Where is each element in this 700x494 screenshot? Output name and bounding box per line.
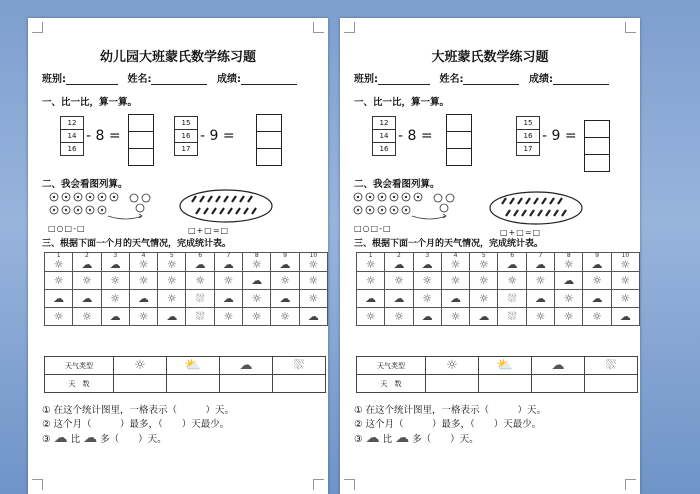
sun-icon: ☼ bbox=[478, 258, 489, 271]
calendar-day-cell bbox=[611, 253, 639, 272]
calendar-day-cell bbox=[186, 308, 214, 326]
calendar-day-cell bbox=[101, 308, 129, 326]
question-3 bbox=[42, 430, 167, 446]
days-cell[interactable] bbox=[114, 375, 167, 393]
calendar-day-cell bbox=[555, 290, 583, 308]
margin-mark bbox=[313, 22, 324, 33]
days-cell[interactable] bbox=[167, 375, 220, 393]
sun-icon: ☼ bbox=[223, 273, 234, 287]
stack-number: 12 bbox=[373, 117, 395, 130]
stat-days-row bbox=[357, 375, 638, 393]
calendar-day-cell bbox=[526, 272, 554, 290]
calendar-day-cell bbox=[186, 253, 214, 272]
worksheet-page-2 bbox=[340, 18, 640, 494]
stack-number: 15 bbox=[175, 117, 197, 130]
calendar-day-cell bbox=[413, 272, 441, 290]
rain-icon: ⛆ bbox=[273, 357, 326, 375]
sun-icon: ☼ bbox=[308, 291, 319, 305]
calendar-day-cell bbox=[186, 272, 214, 290]
calendar-day-cell bbox=[73, 272, 101, 290]
calendar-day-cell bbox=[413, 290, 441, 308]
calendar-day-cell bbox=[45, 272, 73, 290]
cloud-icon: ☁ bbox=[109, 258, 121, 271]
number-stack-1 bbox=[372, 116, 396, 156]
calendar-day-cell bbox=[158, 308, 186, 326]
calendar-day-cell bbox=[441, 253, 469, 272]
margin-mark bbox=[344, 22, 355, 33]
cloud-icon: ☁ bbox=[393, 258, 405, 271]
cloud-icon: ☁ bbox=[279, 258, 291, 271]
sun-icon: ☼ bbox=[82, 309, 92, 323]
rain-icon: ⛆ bbox=[507, 291, 517, 305]
fish-group-picture bbox=[176, 188, 276, 228]
question-3-compare: 比 bbox=[382, 434, 393, 445]
student-info-line bbox=[42, 70, 303, 85]
days-cell[interactable] bbox=[479, 375, 532, 393]
calendar-day-number: 1 bbox=[368, 252, 373, 259]
question-2: ② 这个月（ ）最多，（ ）天最少。 bbox=[354, 419, 542, 430]
calendar-day-number: 3 bbox=[425, 252, 430, 259]
cloud-icon: ☁ bbox=[563, 273, 575, 287]
calendar-day-cell bbox=[357, 290, 385, 308]
sun-icon: ☼ bbox=[138, 258, 149, 271]
calendar-day-cell bbox=[101, 272, 129, 290]
calendar-row bbox=[45, 290, 328, 308]
calendar-day-cell bbox=[555, 272, 583, 290]
sun-icon: ☼ bbox=[426, 357, 479, 375]
sun-icon: ☼ bbox=[422, 291, 433, 305]
weather-stat-table bbox=[356, 356, 638, 393]
answer-box-stack-2[interactable] bbox=[256, 114, 282, 166]
cloud-icon: ☁ bbox=[83, 430, 98, 446]
sun-icon: ☼ bbox=[620, 273, 631, 287]
cloud-icon: ☁ bbox=[534, 291, 546, 305]
cloud-icon: ☁ bbox=[393, 291, 405, 305]
calendar-day-cell bbox=[73, 290, 101, 308]
sun-icon: ☼ bbox=[53, 258, 64, 271]
calendar-day-cell bbox=[101, 290, 129, 308]
answer-line-1[interactable]: □○□-□ bbox=[354, 224, 392, 233]
calendar-day-number: 5 bbox=[169, 252, 174, 259]
sun-icon: ☼ bbox=[592, 273, 602, 287]
sun-icon: ☼ bbox=[422, 273, 433, 287]
stat-type-label: 天气类型 bbox=[357, 357, 426, 375]
sun-icon: ☼ bbox=[53, 309, 64, 323]
calendar-day-cell bbox=[129, 272, 157, 290]
stat-type-row bbox=[45, 357, 326, 375]
question-3-number: ③ bbox=[42, 434, 51, 445]
calendar-day-number: 2 bbox=[397, 252, 401, 259]
class-blank[interactable] bbox=[66, 73, 118, 85]
question-3-rest: 多（ ）天。 bbox=[100, 434, 167, 445]
sun-icon: ☼ bbox=[450, 273, 461, 287]
cloud-icon: ☁ bbox=[532, 357, 585, 375]
cloud-icon: ☁ bbox=[365, 291, 377, 305]
sun-icon: ☼ bbox=[166, 258, 177, 271]
sun-icon: ☼ bbox=[535, 309, 546, 323]
calendar-day-number: 7 bbox=[226, 252, 231, 259]
stack-number: 16 bbox=[379, 145, 389, 153]
cloud-icon: ☁ bbox=[591, 291, 603, 305]
calendar-row bbox=[357, 308, 640, 326]
calendar-day-number: 2 bbox=[85, 252, 89, 259]
stack-number: 17 bbox=[181, 145, 191, 153]
sun-icon: ☼ bbox=[478, 291, 489, 305]
name-blank[interactable] bbox=[463, 73, 519, 85]
calendar-row bbox=[357, 290, 640, 308]
question-1: ① 在这个统计图里，一格表示（ ）天。 bbox=[354, 405, 547, 416]
margin-mark bbox=[32, 22, 43, 33]
sun-icon: ☼ bbox=[110, 291, 121, 305]
calendar-day-cell bbox=[555, 253, 583, 272]
cloud-icon: ☁ bbox=[166, 309, 178, 323]
answer-line-1[interactable]: □○□-□ bbox=[48, 224, 86, 233]
calendar-day-number: 8 bbox=[254, 252, 259, 259]
cloud-icon: ☁ bbox=[222, 291, 234, 305]
answer-box-stack-1[interactable] bbox=[446, 114, 472, 166]
calendar-day-number: 6 bbox=[198, 252, 203, 259]
calendar-day-cell bbox=[299, 308, 327, 326]
cloud-icon: ☁ bbox=[81, 258, 93, 271]
sun-icon: ☼ bbox=[450, 258, 461, 271]
sun-icon: ☼ bbox=[53, 273, 64, 287]
calendar-day-cell bbox=[158, 272, 186, 290]
calendar-day-cell bbox=[45, 253, 73, 272]
stack-number: 16 bbox=[175, 130, 197, 143]
calendar-day-number: 5 bbox=[481, 252, 486, 259]
sun-icon: ☼ bbox=[394, 309, 404, 323]
calendar-day-cell bbox=[129, 290, 157, 308]
section-1-heading: 一、比一比，算一算。 bbox=[42, 97, 138, 108]
stat-days-label: 天 数 bbox=[45, 375, 114, 393]
margin-mark bbox=[344, 479, 355, 490]
calendar-day-number: 10 bbox=[621, 252, 630, 259]
cloud-icon: ☁ bbox=[53, 430, 68, 446]
worksheet-title: 大班蒙氏数学练习题 bbox=[431, 50, 549, 65]
rain-icon: ⛆ bbox=[507, 309, 517, 323]
calendar-day-cell bbox=[498, 290, 526, 308]
calendar-day-cell bbox=[129, 253, 157, 272]
answer-line-2[interactable]: □+□=□ bbox=[500, 228, 542, 237]
calendar-day-cell bbox=[385, 272, 413, 290]
worksheet-title: 幼儿园大班蒙氏数学练习题 bbox=[99, 50, 256, 65]
question-3-number: ③ bbox=[354, 434, 363, 445]
calendar-row bbox=[45, 308, 328, 326]
class-label: 班别: bbox=[354, 74, 378, 85]
calendar-day-cell bbox=[526, 308, 554, 326]
calendar-day-number: 9 bbox=[595, 252, 599, 259]
calendar-day-cell bbox=[385, 253, 413, 272]
calendar-day-cell bbox=[611, 308, 639, 326]
section-1-heading: 一、比一比，算一算。 bbox=[354, 97, 450, 108]
weather-stat-table bbox=[44, 356, 326, 393]
sun-icon: ☼ bbox=[251, 291, 262, 305]
calendar-day-cell bbox=[214, 253, 242, 272]
calendar-day-cell bbox=[555, 308, 583, 326]
sun-icon: ☼ bbox=[223, 309, 234, 323]
calendar-day-number: 4 bbox=[141, 252, 146, 259]
number-stack-2 bbox=[516, 116, 540, 156]
calendar-day-cell bbox=[611, 290, 639, 308]
calendar-day-cell bbox=[214, 272, 242, 290]
cloud-icon: ☁ bbox=[222, 258, 234, 271]
stack-number: 12 bbox=[61, 117, 83, 130]
calendar-day-cell bbox=[73, 253, 101, 272]
fish-group-picture bbox=[486, 190, 586, 230]
cloud-icon: ☁ bbox=[194, 258, 206, 271]
sun-icon: ☼ bbox=[82, 273, 92, 287]
answer-line-2[interactable]: □+□=□ bbox=[188, 226, 230, 235]
number-stack-1 bbox=[60, 116, 84, 156]
student-info-line bbox=[354, 70, 615, 85]
margin-mark bbox=[313, 479, 324, 490]
calendar-day-cell bbox=[526, 253, 554, 272]
calendar-day-cell bbox=[129, 308, 157, 326]
calendar-day-number: 7 bbox=[538, 252, 543, 259]
sun-icon: ☼ bbox=[308, 258, 319, 271]
sun-icon: ☼ bbox=[280, 309, 290, 323]
number-stack-2 bbox=[174, 116, 198, 156]
rain-icon: ⛆ bbox=[195, 291, 205, 305]
answer-box-stack-2[interactable] bbox=[584, 120, 610, 172]
answer-box-stack-1[interactable] bbox=[128, 114, 154, 166]
calendar-day-cell bbox=[271, 290, 299, 308]
calendar-day-cell bbox=[101, 253, 129, 272]
sun-icon: ☼ bbox=[114, 357, 167, 375]
sun-icon: ☼ bbox=[166, 273, 177, 287]
calendar-day-cell bbox=[385, 290, 413, 308]
calendar-day-cell bbox=[299, 272, 327, 290]
sun-icon: ☼ bbox=[394, 273, 404, 287]
calendar-day-cell bbox=[45, 308, 73, 326]
cloud-icon: ☁ bbox=[591, 258, 603, 271]
section-3-heading: 三、根据下面一个月的天气情况，完成统计表。 bbox=[354, 239, 544, 249]
stat-days-row bbox=[45, 375, 326, 393]
sun-icon: ☼ bbox=[563, 309, 574, 323]
sun-icon: ☼ bbox=[365, 273, 376, 287]
score-label: 成绩: bbox=[528, 74, 553, 85]
sun-icon: ☼ bbox=[450, 309, 461, 323]
calendar-day-cell bbox=[158, 253, 186, 272]
cloud-icon: ☁ bbox=[365, 430, 380, 446]
minus-8-operator: - 8 = bbox=[86, 128, 121, 144]
score-blank[interactable] bbox=[553, 73, 609, 85]
cloud-icon: ☁ bbox=[534, 258, 546, 271]
calendar-day-number: 4 bbox=[453, 252, 458, 259]
cloud-icon: ☁ bbox=[395, 430, 410, 446]
sun-icon: ☼ bbox=[365, 309, 376, 323]
section-2-heading: 二、我会看图列算。 bbox=[354, 179, 440, 190]
stack-number: 16 bbox=[517, 130, 539, 143]
stack-number: 17 bbox=[523, 145, 533, 153]
cloud-icon: ☁ bbox=[279, 291, 291, 305]
days-cell[interactable] bbox=[273, 375, 326, 393]
calendar-row bbox=[45, 253, 328, 272]
calendar-day-cell bbox=[583, 272, 611, 290]
sun-icon: ☼ bbox=[620, 258, 631, 271]
calendar-day-cell bbox=[357, 253, 385, 272]
calendar-day-cell bbox=[441, 308, 469, 326]
name-label: 姓名: bbox=[439, 74, 464, 85]
flower-group-picture bbox=[350, 188, 462, 222]
section-2-heading: 二、我会看图列算。 bbox=[42, 179, 128, 190]
minus-9-operator: - 9 = bbox=[542, 128, 577, 144]
calendar-day-cell bbox=[271, 272, 299, 290]
calendar-row bbox=[45, 272, 328, 290]
name-label: 姓名: bbox=[127, 74, 152, 85]
calendar-day-cell bbox=[214, 290, 242, 308]
question-3 bbox=[354, 430, 479, 446]
score-blank[interactable] bbox=[241, 73, 297, 85]
sun-icon: ☼ bbox=[308, 273, 319, 287]
days-cell[interactable] bbox=[532, 375, 585, 393]
weather-calendar-table bbox=[356, 252, 640, 326]
calendar-day-cell bbox=[470, 272, 498, 290]
calendar-day-cell bbox=[413, 308, 441, 326]
calendar-day-cell bbox=[413, 253, 441, 272]
calendar-day-cell bbox=[498, 308, 526, 326]
cloud-icon: ☁ bbox=[251, 273, 263, 287]
calendar-day-cell bbox=[470, 308, 498, 326]
partly-cloudy-icon: ⛅ bbox=[167, 357, 220, 375]
calendar-day-number: 10 bbox=[309, 252, 318, 259]
calendar-row bbox=[357, 253, 640, 272]
question-2: ② 这个月（ ）最多，（ ）天最少。 bbox=[42, 419, 230, 430]
score-label: 成绩: bbox=[216, 74, 241, 85]
calendar-day-cell bbox=[611, 272, 639, 290]
calendar-day-cell bbox=[271, 308, 299, 326]
calendar-day-number: 1 bbox=[56, 252, 61, 259]
calendar-day-cell bbox=[243, 253, 271, 272]
rain-icon: ⛆ bbox=[585, 357, 638, 375]
sun-icon: ☼ bbox=[138, 273, 149, 287]
sun-icon: ☼ bbox=[535, 273, 546, 287]
calendar-day-cell bbox=[158, 290, 186, 308]
worksheet-page-1 bbox=[28, 18, 328, 494]
sun-icon: ☼ bbox=[138, 309, 149, 323]
cloud-icon: ☁ bbox=[53, 291, 65, 305]
calendar-day-number: 9 bbox=[283, 252, 287, 259]
cloud-icon: ☁ bbox=[421, 309, 433, 323]
sun-icon: ☼ bbox=[251, 309, 262, 323]
cloud-icon: ☁ bbox=[138, 291, 150, 305]
sun-icon: ☼ bbox=[251, 258, 262, 271]
margin-mark bbox=[625, 479, 636, 490]
calendar-day-cell bbox=[498, 272, 526, 290]
calendar-day-number: 6 bbox=[510, 252, 515, 259]
sun-icon: ☼ bbox=[563, 291, 574, 305]
calendar-day-cell bbox=[243, 308, 271, 326]
sun-icon: ☼ bbox=[195, 273, 206, 287]
calendar-day-cell bbox=[357, 272, 385, 290]
days-cell[interactable] bbox=[426, 375, 479, 393]
sun-icon: ☼ bbox=[507, 273, 518, 287]
class-blank[interactable] bbox=[378, 73, 430, 85]
margin-mark bbox=[32, 479, 43, 490]
stat-type-label: 天气类型 bbox=[45, 357, 114, 375]
sun-icon: ☼ bbox=[563, 258, 574, 271]
days-cell[interactable] bbox=[220, 375, 273, 393]
calendar-day-cell bbox=[441, 272, 469, 290]
section-3-heading: 三、根据下面一个月的天气情况，完成统计表。 bbox=[42, 239, 232, 249]
calendar-day-cell bbox=[73, 308, 101, 326]
sun-icon: ☼ bbox=[620, 291, 631, 305]
calendar-row bbox=[357, 272, 640, 290]
calendar-day-cell bbox=[583, 253, 611, 272]
calendar-day-cell bbox=[243, 272, 271, 290]
stack-number: 14 bbox=[373, 130, 395, 143]
cloud-icon: ☁ bbox=[478, 309, 490, 323]
question-1: ① 在这个统计图里，一格表示（ ）天。 bbox=[42, 405, 235, 416]
weather-calendar-table bbox=[44, 252, 328, 326]
flower-group-picture bbox=[46, 188, 158, 222]
cloud-icon: ☁ bbox=[619, 309, 631, 323]
sun-icon: ☼ bbox=[365, 258, 376, 271]
calendar-day-cell bbox=[583, 290, 611, 308]
minus-9-operator: - 9 = bbox=[200, 128, 235, 144]
calendar-day-cell bbox=[357, 308, 385, 326]
calendar-day-cell bbox=[441, 290, 469, 308]
rain-icon: ⛆ bbox=[195, 309, 205, 323]
cloud-icon: ☁ bbox=[109, 309, 121, 323]
minus-8-operator: - 8 = bbox=[398, 128, 433, 144]
sun-icon: ☼ bbox=[592, 309, 602, 323]
stat-type-row bbox=[357, 357, 638, 375]
calendar-day-cell bbox=[299, 290, 327, 308]
calendar-day-number: 8 bbox=[566, 252, 571, 259]
calendar-day-cell bbox=[385, 308, 413, 326]
stack-number: 15 bbox=[517, 117, 539, 130]
calendar-day-cell bbox=[299, 253, 327, 272]
cloud-icon: ☁ bbox=[506, 258, 518, 271]
sun-icon: ☼ bbox=[166, 291, 177, 305]
calendar-day-cell bbox=[271, 253, 299, 272]
cloud-icon: ☁ bbox=[220, 357, 273, 375]
question-3-rest: 多（ ）天。 bbox=[412, 434, 479, 445]
calendar-day-cell bbox=[243, 290, 271, 308]
calendar-day-cell bbox=[498, 253, 526, 272]
question-3-compare: 比 bbox=[70, 434, 81, 445]
stack-number: 14 bbox=[61, 130, 83, 143]
cloud-icon: ☁ bbox=[421, 258, 433, 271]
calendar-day-cell bbox=[583, 308, 611, 326]
cloud-icon: ☁ bbox=[450, 291, 462, 305]
calendar-day-cell bbox=[470, 290, 498, 308]
sun-icon: ☼ bbox=[478, 273, 489, 287]
partly-cloudy-icon: ⛅ bbox=[479, 357, 532, 375]
sun-icon: ☼ bbox=[280, 273, 290, 287]
days-cell[interactable] bbox=[585, 375, 638, 393]
class-label: 班别: bbox=[42, 74, 66, 85]
margin-mark bbox=[625, 22, 636, 33]
calendar-day-number: 3 bbox=[113, 252, 118, 259]
stat-days-label: 天 数 bbox=[357, 375, 426, 393]
cloud-icon: ☁ bbox=[81, 291, 93, 305]
calendar-day-cell bbox=[470, 253, 498, 272]
sun-icon: ☼ bbox=[110, 273, 121, 287]
stack-number: 16 bbox=[67, 145, 77, 153]
calendar-day-cell bbox=[45, 290, 73, 308]
calendar-day-cell bbox=[526, 290, 554, 308]
name-blank[interactable] bbox=[151, 73, 207, 85]
cloud-icon: ☁ bbox=[307, 309, 319, 323]
calendar-day-cell bbox=[214, 308, 242, 326]
calendar-day-cell bbox=[186, 290, 214, 308]
